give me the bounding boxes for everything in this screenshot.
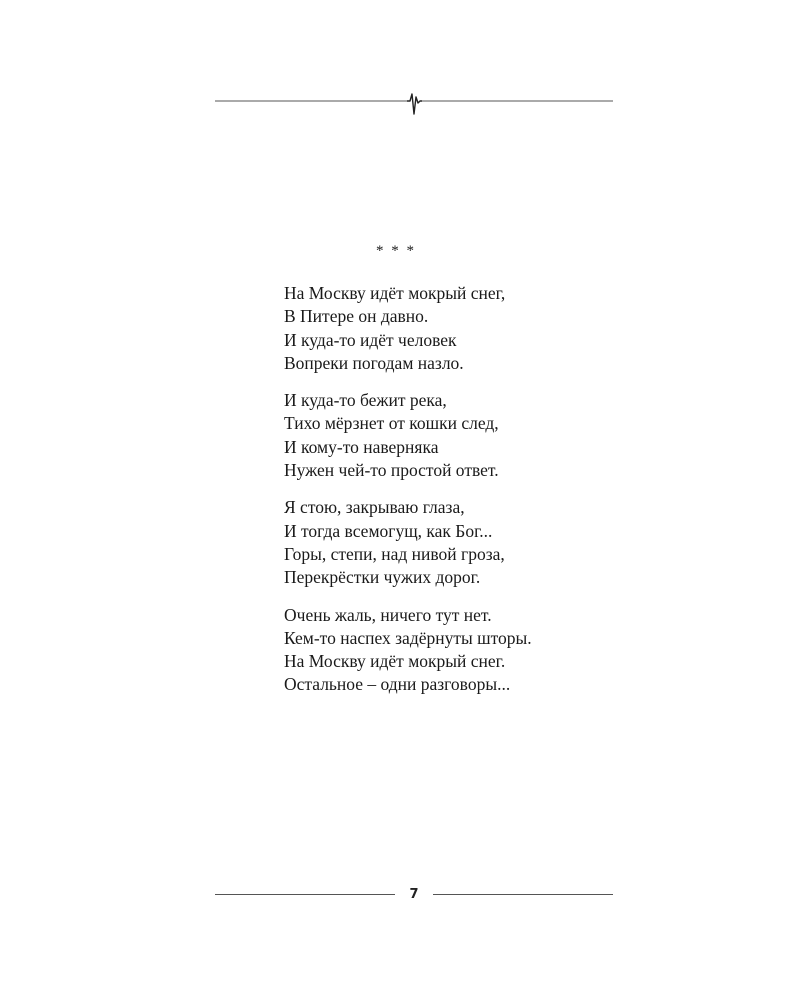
poem-line: На Москву идёт мокрый снег. xyxy=(284,651,506,672)
poem-line: И куда-то бежит река, xyxy=(284,390,447,411)
footer-rule-right xyxy=(433,894,613,895)
poem-line: И куда-то идёт человек xyxy=(284,329,457,350)
stanza-1 xyxy=(284,282,614,375)
poem-line: Тихо мёрзнет от кошки след, xyxy=(284,413,499,434)
poem-line: Перекрёстки чужих дорог. xyxy=(284,567,481,588)
poem-line: Горы, степи, над нивой гроза, xyxy=(284,543,505,564)
stanza-3 xyxy=(284,496,614,589)
poem-line: Кем-то наспех задёрнуты шторы. xyxy=(284,627,532,648)
poem-line: Я стою, закрываю глаза, xyxy=(284,497,465,518)
poem-line: И тогда всемогущ, как Бог... xyxy=(284,520,493,541)
poem-line: Остальное – одни разговоры... xyxy=(284,674,511,695)
poem-separator: * * * xyxy=(376,243,416,259)
page-number: 7 xyxy=(409,887,419,902)
poem xyxy=(284,240,614,697)
poem-body xyxy=(284,282,614,697)
poem-line: На Москву идёт мокрый снег, xyxy=(284,283,506,303)
heartbeat-divider-icon xyxy=(215,88,613,118)
stanza-4 xyxy=(284,604,614,697)
stanza-2 xyxy=(284,389,614,482)
poem-line: Вопреки погодам назло. xyxy=(284,352,464,373)
page-footer xyxy=(215,883,613,907)
poem-line: Очень жаль, ничего тут нет. xyxy=(284,604,492,625)
poem-line: В Питере он давно. xyxy=(284,306,429,327)
poem-line: И кому-то наверняка xyxy=(284,436,439,457)
footer-rule-left xyxy=(215,894,395,895)
poem-line: Нужен чей-то простой ответ. xyxy=(284,460,499,481)
